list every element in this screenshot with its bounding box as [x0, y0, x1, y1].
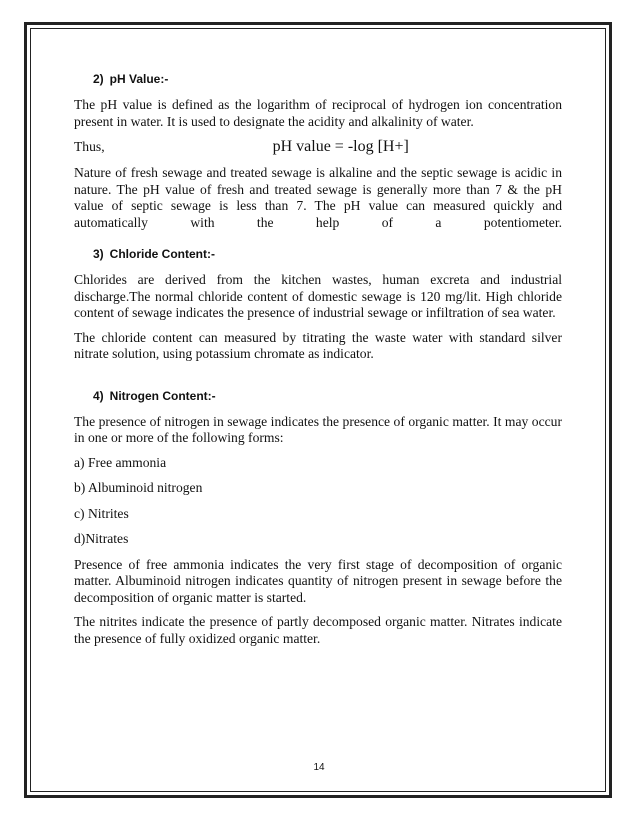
- section-title: Chloride Content:-: [109, 247, 215, 261]
- chloride-source-paragraph: Chlorides are derived from the kitchen wastes, human excreta and industrial discharge.The normal chloride content of domestic sewage is 120 mg/lit. High chloride content of sewage indicates the presence of industrial sewage or infiltration of sea water.: [74, 272, 562, 320]
- section-heading-chloride: [93, 247, 562, 261]
- ph-formula: pH value = -log [H+]: [272, 138, 409, 155]
- list-item: a) Free ammonia: [74, 454, 167, 470]
- list-item: c) Nitrites: [74, 505, 129, 521]
- page-number: 14: [313, 762, 325, 773]
- list-item: d)Nitrates: [74, 531, 129, 546]
- section-number: 4): [93, 388, 104, 403]
- ph-formula-row: [74, 138, 562, 156]
- nitrogen-intro-paragraph: The presence of nitrogen in sewage indicates the presence of organic matter. It may occur in one or more of the following forms:: [74, 413, 562, 445]
- page-content: [74, 72, 562, 655]
- section-title: Nitrogen Content:-: [109, 388, 216, 403]
- list-item: b) Albuminoid nitrogen: [74, 480, 203, 495]
- thus-label: Thus,: [74, 139, 105, 154]
- section-heading-nitrogen: [93, 389, 562, 403]
- ph-definition-paragraph: The pH value is defined as the logarithm of reciprocal of hydrogen ion concentration present in water. It is used to designate the acidity and alkalinity of water.: [74, 97, 562, 129]
- nitrogen-ammonia-paragraph: Presence of free ammonia indicates the very first stage of decomposition of organic matter. Albuminoid nitrogen indicates quantity of nitrogen present in sewage before the decomposition of organic matter is started.: [74, 556, 562, 605]
- chloride-measurement-paragraph: The chloride content can measured by titrating the waste water with standard silver nitrate solution, using potassium chromate as indicator.: [74, 329, 562, 361]
- section-title: pH Value:-: [109, 72, 169, 86]
- section-number: 2): [93, 72, 104, 86]
- section-number: 3): [93, 247, 104, 261]
- ph-nature-paragraph: Nature of fresh sewage and treated sewage is alkaline and the septic sewage is acidic in nature. The pH value of fresh and treated sewage is generally more than 7 & the pH value of septic sewage is less than 7. The pH value can measured quickly and automatically with the help of a potentiometer.: [74, 165, 562, 230]
- section-heading-ph: [93, 72, 562, 86]
- nitrogen-nitrites-paragraph: The nitrites indicate the presence of partly decomposed organic matter. Nitrates indicate the presence of fully oxidized organic matter.: [74, 614, 562, 646]
